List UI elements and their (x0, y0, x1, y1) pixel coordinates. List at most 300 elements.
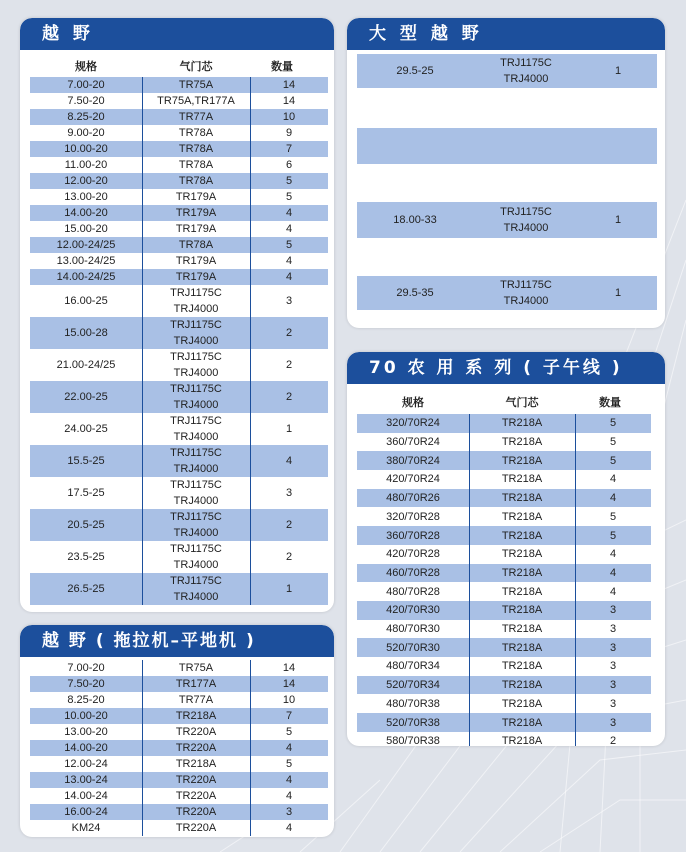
valve-value: TR218A (501, 623, 543, 636)
table-row (30, 756, 328, 772)
valve-value: TR218A (501, 417, 543, 430)
qty-cell: 2 (609, 735, 617, 746)
valve-cell (469, 545, 575, 564)
qty-cell: 10 (282, 111, 296, 123)
valve-value: TR179A (175, 223, 217, 235)
table-row (357, 128, 657, 164)
spec-cell: 320/70R28 (386, 510, 440, 523)
valve-value: TR220A (175, 726, 217, 738)
table-row (357, 238, 657, 276)
spec-cell: 29.5-35 (396, 287, 434, 299)
table-row (30, 269, 328, 285)
valve-value: TR75A (178, 662, 214, 674)
valve-value: TR78A (178, 159, 214, 171)
qty-cell: 4 (609, 492, 617, 505)
table-row (30, 660, 328, 676)
table-row (357, 601, 651, 620)
valve-cell (473, 164, 579, 202)
table-row (30, 285, 328, 317)
column-header-qty: 数量 (599, 396, 621, 409)
valve-cell (473, 202, 579, 238)
qty-cell: 1 (285, 423, 293, 435)
valve-value: TRJ1175C (170, 575, 222, 587)
valve-cell (469, 601, 575, 620)
qty-cell: 3 (285, 806, 293, 818)
offroad-panel (20, 18, 334, 612)
valve-value: TR220A (175, 774, 217, 786)
valve-value: TRJ4000 (173, 431, 219, 443)
table-row (30, 173, 328, 189)
spec-cell: 17.5-25 (67, 487, 105, 499)
table-row (357, 489, 651, 508)
valve-cell (142, 445, 250, 477)
valve-value: TR218A (501, 436, 543, 449)
valve-value: TRJ1175C (170, 287, 222, 299)
valve-cell (142, 109, 250, 125)
valve-value: TR218A (501, 735, 543, 746)
qty-cell: 4 (609, 566, 617, 579)
valve-value: TR218A (175, 758, 217, 770)
table-row (30, 253, 328, 269)
spec-cell: 580/70R38 (386, 735, 440, 746)
qty-cell: 4 (285, 271, 293, 283)
table-row (30, 77, 328, 93)
valve-cell (142, 804, 250, 820)
qty-cell: 2 (285, 519, 293, 531)
spec-cell: 7.50-20 (67, 95, 105, 107)
spec-cell: 11.00-20 (64, 159, 108, 171)
valve-cell (142, 157, 250, 173)
table-row (30, 189, 328, 205)
spec-cell: 14.00-20 (64, 742, 108, 754)
valve-value: TR218A (501, 660, 543, 673)
qty-cell: 3 (609, 660, 617, 673)
qty-cell: 2 (285, 551, 293, 563)
large-offroad-panel (347, 18, 665, 328)
qty-cell: 2 (285, 391, 293, 403)
valve-cell (142, 173, 250, 189)
column-header-valve: 气门芯 (505, 396, 539, 409)
column-header-spec: 规格 (75, 60, 97, 73)
spec-cell: 16.00-25 (64, 295, 108, 307)
valve-value: TRJ4000 (173, 495, 219, 507)
spec-cell: 13.00-20 (64, 191, 108, 203)
valve-value: TRJ1175C (170, 351, 222, 363)
table-row (357, 564, 651, 583)
column-divider (575, 414, 576, 746)
spec-cell: 520/70R34 (386, 679, 440, 692)
spec-cell: 13.00-24/25 (56, 255, 116, 267)
table-row (30, 509, 328, 541)
spec-cell: 420/70R28 (386, 548, 440, 561)
valve-value: TRJ4000 (503, 222, 549, 234)
qty-cell: 3 (609, 623, 617, 636)
table-row (30, 109, 328, 125)
spec-cell: 380/70R24 (386, 454, 440, 467)
spec-cell: 460/70R28 (386, 566, 440, 579)
table-row (30, 413, 328, 445)
qty-cell: 1 (614, 65, 622, 77)
valve-cell (142, 205, 250, 221)
column-header-qty: 数量 (271, 60, 293, 73)
spec-cell: 7.00-20 (67, 79, 105, 91)
spec-cell: 480/70R30 (386, 623, 440, 636)
table-row (30, 820, 328, 836)
table-row (357, 88, 657, 128)
qty-cell (579, 88, 657, 128)
qty-cell: 4 (285, 822, 293, 834)
valve-cell (142, 573, 250, 605)
column-divider (250, 77, 251, 605)
valve-cell (473, 238, 579, 276)
valve-cell (142, 724, 250, 740)
valve-cell (469, 732, 575, 746)
qty-cell: 3 (609, 679, 617, 692)
valve-value: TRJ1175C (170, 319, 222, 331)
valve-value: TRJ1175C (500, 279, 552, 291)
table-row (30, 221, 328, 237)
spec-cell (357, 88, 473, 128)
valve-cell (469, 620, 575, 639)
spec-cell: 15.5-25 (67, 455, 105, 467)
qty-cell: 4 (285, 207, 293, 219)
table-row (357, 202, 657, 238)
qty-cell (579, 164, 657, 202)
valve-cell (473, 276, 579, 310)
table-row (357, 676, 651, 695)
valve-value: TR218A (501, 510, 543, 523)
tractor-panel (20, 625, 334, 837)
spec-cell: 10.00-20 (64, 710, 108, 722)
qty-cell: 7 (285, 710, 293, 722)
table-row (357, 470, 651, 489)
qty-cell: 14 (282, 79, 296, 91)
valve-value: TR218A (501, 492, 543, 505)
table-row (30, 125, 328, 141)
spec-cell: 18.00-33 (393, 214, 437, 226)
spec-cell: 480/70R28 (386, 585, 440, 598)
valve-value: TR220A (175, 790, 217, 802)
qty-cell: 9 (285, 127, 293, 139)
valve-cell (142, 820, 250, 836)
table-row (30, 740, 328, 756)
spec-cell: 24.00-25 (64, 423, 108, 435)
valve-value: TR218A (175, 710, 217, 722)
spec-cell: 26.5-25 (67, 583, 105, 595)
column-divider (469, 414, 470, 746)
table-row (30, 477, 328, 509)
table-row (30, 708, 328, 724)
valve-value: TRJ1175C (170, 543, 222, 555)
table-row (357, 657, 651, 676)
qty-cell: 5 (285, 726, 293, 738)
valve-cell (142, 692, 250, 708)
table-row (30, 772, 328, 788)
table-row (357, 164, 657, 202)
spec-cell: 9.00-20 (67, 127, 105, 139)
spec-cell: 20.5-25 (67, 519, 105, 531)
valve-cell (142, 772, 250, 788)
table-row (357, 545, 651, 564)
agri-title: 70 农 用 系 列 ( 子午线 ) (347, 352, 665, 384)
valve-cell (142, 317, 250, 349)
valve-cell (142, 660, 250, 676)
table-row (357, 638, 651, 657)
valve-value: TR218A (501, 679, 543, 692)
spec-cell: 12.00-24 (64, 758, 108, 770)
qty-cell: 5 (609, 417, 617, 430)
valve-value: TR218A (501, 473, 543, 486)
table-row (30, 317, 328, 349)
spec-cell: 12.00-20 (64, 175, 108, 187)
valve-cell (142, 541, 250, 573)
qty-cell: 1 (614, 214, 622, 226)
spec-cell: 360/70R28 (386, 529, 440, 542)
valve-value: TRJ1175C (170, 383, 222, 395)
valve-cell (142, 756, 250, 772)
valve-cell (142, 125, 250, 141)
valve-cell (142, 381, 250, 413)
valve-value: TR179A (175, 191, 217, 203)
valve-value: TRJ4000 (173, 463, 219, 475)
valve-cell (142, 740, 250, 756)
qty-cell: 4 (609, 473, 617, 486)
valve-cell (142, 788, 250, 804)
spec-cell: 520/70R30 (386, 641, 440, 654)
valve-cell (469, 451, 575, 470)
column-divider (250, 660, 251, 836)
valve-value: TRJ4000 (173, 303, 219, 315)
valve-value: TR218A (501, 585, 543, 598)
valve-cell (473, 54, 579, 88)
valve-value: TRJ1175C (170, 479, 222, 491)
qty-cell: 4 (285, 255, 293, 267)
valve-cell (142, 413, 250, 445)
valve-cell (469, 676, 575, 695)
valve-value: TRJ1175C (170, 447, 222, 459)
valve-value: TRJ1175C (500, 57, 552, 69)
spec-cell: 8.25-20 (67, 694, 105, 706)
spec-cell: 10.00-20 (64, 143, 108, 155)
valve-cell (469, 470, 575, 489)
valve-value: TR177A (175, 678, 217, 690)
spec-cell (357, 238, 473, 276)
valve-value: TR218A (501, 454, 543, 467)
valve-value: TR75A,TR177A (157, 95, 235, 107)
spec-cell: 15.00-20 (64, 223, 108, 235)
qty-cell: 5 (609, 529, 617, 542)
valve-value: TR218A (501, 604, 543, 617)
table-row (357, 732, 651, 746)
spec-cell: 420/70R30 (386, 604, 440, 617)
qty-cell: 3 (609, 641, 617, 654)
table-row (357, 526, 651, 545)
table-row (357, 620, 651, 639)
valve-value: TR218A (501, 529, 543, 542)
spec-cell: KM24 (71, 822, 101, 834)
qty-cell: 14 (282, 95, 296, 107)
agri-panel (347, 352, 665, 746)
valve-value: TR78A (178, 175, 214, 187)
table-row (357, 713, 651, 732)
table-row (30, 804, 328, 820)
valve-cell (473, 88, 579, 128)
valve-cell (142, 349, 250, 381)
valve-cell (473, 128, 579, 164)
table-row (30, 692, 328, 708)
valve-value: TRJ4000 (503, 295, 549, 307)
valve-value: TRJ1175C (170, 511, 222, 523)
qty-cell: 2 (285, 359, 293, 371)
spec-cell: 14.00-24 (64, 790, 108, 802)
valve-cell (469, 526, 575, 545)
table-row (357, 433, 651, 452)
qty-cell: 3 (609, 604, 617, 617)
spec-cell: 14.00-20 (64, 207, 108, 219)
valve-value: TRJ4000 (173, 591, 219, 603)
valve-value: TR75A (178, 79, 214, 91)
valve-cell (469, 508, 575, 527)
valve-value: TR218A (501, 641, 543, 654)
qty-cell: 4 (285, 790, 293, 802)
valve-value: TRJ1175C (170, 415, 222, 427)
table-row (30, 237, 328, 253)
qty-cell: 2 (285, 327, 293, 339)
qty-cell: 4 (609, 585, 617, 598)
table-row (30, 445, 328, 477)
valve-cell (142, 708, 250, 724)
spec-cell: 520/70R38 (386, 716, 440, 729)
spec-cell: 21.00-24/25 (56, 359, 116, 371)
table-row (357, 54, 657, 88)
valve-value: TR179A (175, 207, 217, 219)
spec-cell: 7.50-20 (67, 678, 105, 690)
qty-cell: 6 (285, 159, 293, 171)
spec-cell: 12.00-24/25 (56, 239, 116, 251)
column-header-valve: 气门芯 (179, 60, 213, 73)
valve-value: TR77A (178, 111, 214, 123)
table-row (30, 157, 328, 173)
table-row (357, 695, 651, 714)
qty-cell: 3 (609, 697, 617, 710)
valve-value: TR218A (501, 716, 543, 729)
valve-value: TRJ4000 (503, 73, 549, 85)
spec-cell: 420/70R24 (386, 473, 440, 486)
qty-cell: 5 (285, 758, 293, 770)
spec-cell: 14.00-24/25 (56, 271, 116, 283)
large-offroad-title: 大 型 越 野 (347, 18, 665, 50)
valve-value: TR220A (175, 742, 217, 754)
qty-cell: 4 (285, 223, 293, 235)
spec-cell: 320/70R24 (386, 417, 440, 430)
spec-cell: 23.5-25 (67, 551, 105, 563)
spec-cell (357, 128, 473, 164)
table-row (357, 414, 651, 433)
valve-cell (469, 582, 575, 601)
qty-cell: 4 (285, 742, 293, 754)
valve-cell (142, 253, 250, 269)
valve-value: TRJ4000 (173, 527, 219, 539)
spec-cell: 360/70R24 (386, 436, 440, 449)
spec-cell: 480/70R34 (386, 660, 440, 673)
qty-cell: 5 (285, 239, 293, 251)
spec-cell: 13.00-20 (64, 726, 108, 738)
valve-value: TR78A (178, 239, 214, 251)
valve-cell (469, 638, 575, 657)
spec-cell: 7.00-20 (67, 662, 105, 674)
qty-cell: 14 (282, 662, 296, 674)
column-header-spec: 规格 (402, 396, 424, 409)
valve-cell (469, 564, 575, 583)
valve-value: TRJ4000 (173, 367, 219, 379)
table-row (30, 788, 328, 804)
valve-value: TRJ4000 (173, 559, 219, 571)
spec-cell: 16.00-24 (64, 806, 108, 818)
table-row (357, 582, 651, 601)
valve-cell (469, 433, 575, 452)
qty-cell: 1 (285, 583, 293, 595)
qty-cell: 1 (614, 287, 622, 299)
spec-cell: 29.5-25 (396, 65, 434, 77)
valve-value: TR218A (501, 566, 543, 579)
qty-cell: 7 (285, 143, 293, 155)
qty-cell: 5 (285, 191, 293, 203)
valve-value: TR220A (175, 806, 217, 818)
qty-cell: 10 (282, 694, 296, 706)
valve-cell (142, 269, 250, 285)
valve-cell (142, 477, 250, 509)
valve-value: TR179A (175, 255, 217, 267)
table-row (357, 451, 651, 470)
column-divider (142, 660, 143, 836)
qty-cell: 5 (285, 175, 293, 187)
valve-cell (142, 221, 250, 237)
valve-value: TRJ4000 (173, 399, 219, 411)
qty-cell (579, 238, 657, 276)
qty-cell: 3 (609, 716, 617, 729)
qty-cell (579, 128, 657, 164)
qty-cell: 3 (285, 295, 293, 307)
table-row (30, 724, 328, 740)
valve-value: TR78A (178, 143, 214, 155)
valve-value: TR218A (501, 697, 543, 710)
table-row (30, 93, 328, 109)
valve-value: TR78A (178, 127, 214, 139)
qty-cell: 5 (609, 436, 617, 449)
qty-cell: 5 (609, 454, 617, 467)
valve-cell (142, 141, 250, 157)
qty-cell: 5 (609, 510, 617, 523)
table-row (30, 141, 328, 157)
valve-cell (469, 414, 575, 433)
qty-cell: 4 (285, 455, 293, 467)
valve-value: TRJ1175C (500, 206, 552, 218)
valve-cell (469, 489, 575, 508)
valve-cell (142, 285, 250, 317)
valve-cell (142, 189, 250, 205)
spec-cell: 13.00-24 (64, 774, 108, 786)
qty-cell: 4 (609, 548, 617, 561)
valve-value: TR218A (501, 548, 543, 561)
spec-cell: 15.00-28 (64, 327, 108, 339)
valve-value: TR77A (178, 694, 214, 706)
table-row (30, 349, 328, 381)
table-row (30, 541, 328, 573)
spec-cell (357, 164, 473, 202)
spec-cell: 480/70R26 (386, 492, 440, 505)
valve-cell (469, 713, 575, 732)
qty-cell: 14 (282, 678, 296, 690)
